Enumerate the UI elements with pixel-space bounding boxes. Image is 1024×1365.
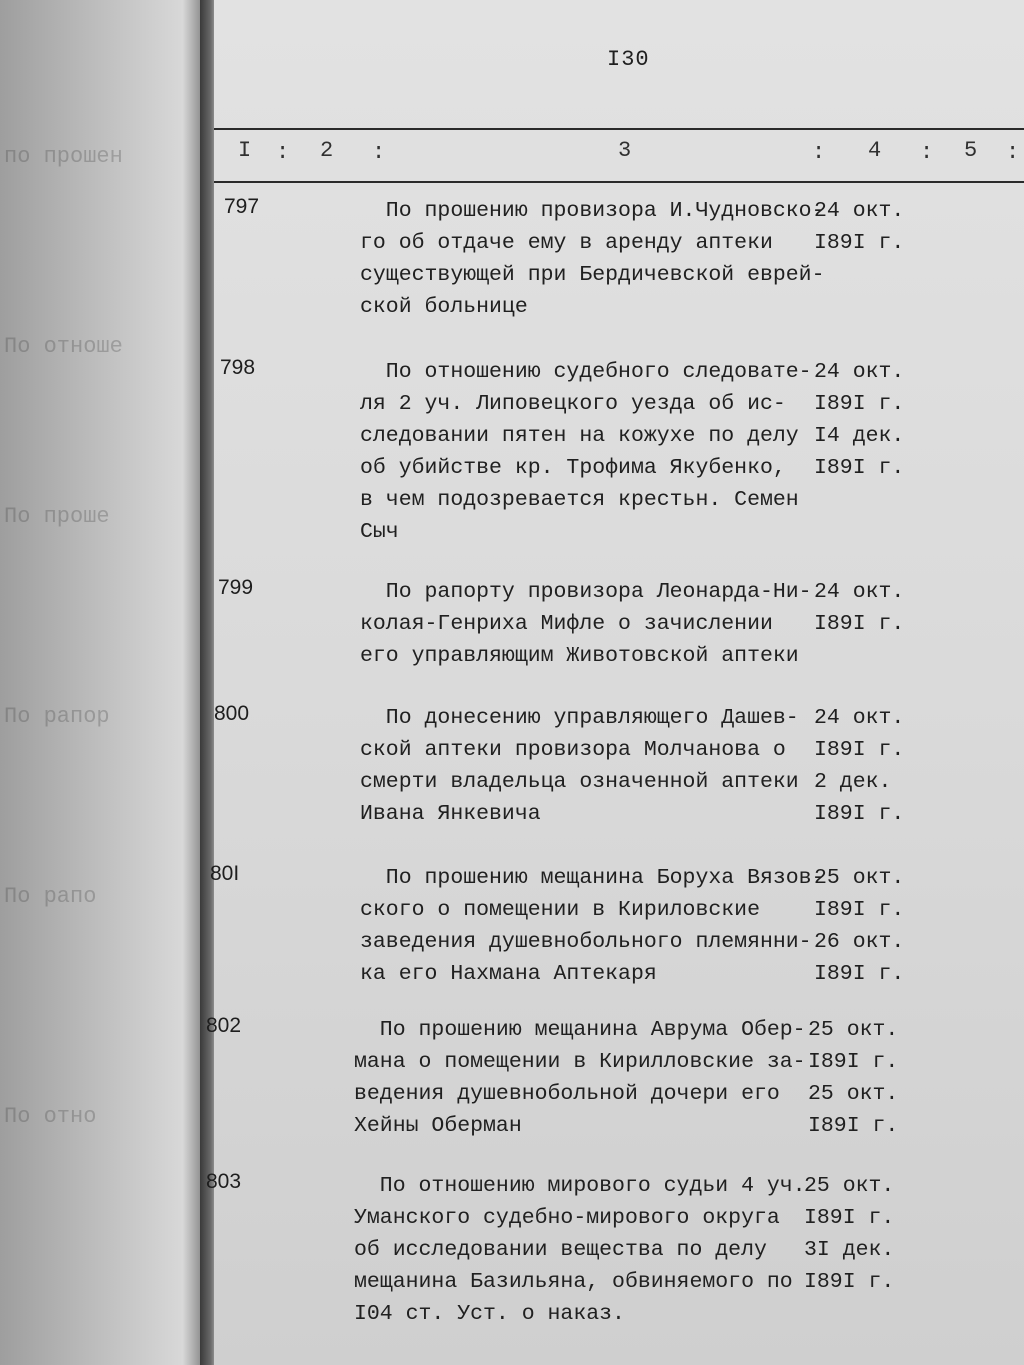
entry-number: 799 bbox=[218, 576, 254, 599]
entry-number: 802 bbox=[206, 1014, 242, 1037]
bleed-through-text: По отно bbox=[4, 1104, 97, 1129]
column-separator: : bbox=[276, 140, 290, 165]
header-rule-top bbox=[214, 128, 1024, 130]
entry-date: I89I г. bbox=[814, 738, 905, 762]
entry-date: 24 окт. bbox=[814, 360, 905, 384]
description-line: мещанина Базильяна, обвиняемого по bbox=[354, 1270, 793, 1294]
description-line: По прошению мещанина Аврума Обер- bbox=[354, 1018, 806, 1042]
column-separator: : bbox=[812, 140, 826, 165]
entry-date: 25 окт. bbox=[808, 1018, 899, 1042]
description-line: По отношению судебного следовате- bbox=[360, 360, 812, 384]
column-header-3: 3 bbox=[618, 138, 632, 163]
description-line: об убийстве кр. Трофима Якубенко, bbox=[360, 456, 786, 480]
entry-date: I89I г. bbox=[804, 1206, 895, 1230]
description-line: По прошению мещанина Боруха Вязов- bbox=[360, 866, 825, 890]
description-line: ка его Нахмана Аптекаря bbox=[360, 962, 657, 986]
description-line: ля 2 уч. Липовецкого уезда об ис- bbox=[360, 392, 786, 416]
bleed-through-text: По рапо bbox=[4, 884, 97, 909]
entry-number: 800 bbox=[214, 702, 250, 725]
entry-description bbox=[360, 576, 830, 672]
bleed-through-text: По рапор bbox=[4, 704, 110, 729]
column-header-5: 5 bbox=[964, 138, 978, 163]
entry-date: I89I г. bbox=[814, 962, 905, 986]
bleed-through-text: По отноше bbox=[4, 334, 123, 359]
description-line: в чем подозревается крестьн. Семен bbox=[360, 488, 799, 512]
description-line: об исследовании вещества по делу bbox=[354, 1238, 767, 1262]
header-rule-bottom bbox=[214, 181, 1024, 183]
description-line: мана о помещении в Кирилловские за- bbox=[354, 1050, 806, 1074]
description-line: Ивана Янкевича bbox=[360, 802, 541, 826]
description-line: его управляющим Животовской аптеки bbox=[360, 644, 799, 668]
facing-page bbox=[0, 0, 215, 1365]
entry-date: I89I г. bbox=[814, 456, 905, 480]
entry-number: 80I bbox=[210, 862, 240, 885]
entry-dates bbox=[814, 356, 910, 484]
description-line: ской больнице bbox=[360, 295, 528, 319]
entry-description bbox=[360, 195, 830, 323]
entry-dates bbox=[814, 576, 910, 640]
entry-date: 26 окт. bbox=[814, 930, 905, 954]
description-line: По донесению управляющего Дашев- bbox=[360, 706, 799, 730]
description-line: Уманского судебно-мирового округа bbox=[354, 1206, 780, 1230]
description-line: По прошению провизора И.Чудновско- bbox=[360, 199, 825, 223]
entry-number: 798 bbox=[220, 356, 256, 379]
entry-dates bbox=[814, 702, 910, 830]
column-header-1: I bbox=[238, 138, 252, 163]
column-separator: : bbox=[920, 140, 934, 165]
entry-date: I89I г. bbox=[808, 1114, 899, 1138]
description-line: колая-Генриха Мифле о зачислении bbox=[360, 612, 773, 636]
page-number: I30 bbox=[607, 47, 650, 72]
entry-date: 3I дек. bbox=[804, 1238, 895, 1262]
entry-date: 24 окт. bbox=[814, 580, 905, 604]
column-separator: : bbox=[372, 140, 386, 165]
entry-description bbox=[360, 702, 830, 830]
column-header-2: 2 bbox=[320, 138, 334, 163]
entry-dates bbox=[808, 1014, 904, 1142]
entry-date: I89I г. bbox=[814, 612, 905, 636]
description-line: го об отдаче ему в аренду аптеки bbox=[360, 231, 773, 255]
bleed-through-text: По проше bbox=[4, 504, 110, 529]
entry-dates bbox=[814, 195, 910, 259]
entry-description bbox=[360, 862, 830, 990]
entry-date: 25 окт. bbox=[808, 1082, 899, 1106]
description-line: существующей при Бердичевской еврей- bbox=[360, 263, 825, 287]
entry-description bbox=[354, 1170, 824, 1330]
entry-date: I89I г. bbox=[814, 898, 905, 922]
description-line: По отношению мирового судьи 4 уч. bbox=[354, 1174, 806, 1198]
entry-description bbox=[354, 1014, 824, 1142]
column-header-4: 4 bbox=[868, 138, 882, 163]
document-page bbox=[206, 0, 1024, 1365]
description-line: ведения душевнобольной дочери его bbox=[354, 1082, 780, 1106]
description-line: смерти владельца означенной аптеки bbox=[360, 770, 799, 794]
entry-date: I89I г. bbox=[808, 1050, 899, 1074]
bleed-through-text: по прошен bbox=[4, 144, 123, 169]
description-line: I04 ст. Уст. о наказ. bbox=[354, 1302, 625, 1326]
entry-description bbox=[360, 356, 830, 548]
entry-date: I89I г. bbox=[814, 231, 905, 255]
entry-date: 24 окт. bbox=[814, 199, 905, 223]
entry-date: 25 окт. bbox=[814, 866, 905, 890]
description-line: Сыч bbox=[360, 520, 399, 544]
entry-date: I4 дек. bbox=[814, 424, 905, 448]
entry-date: I89I г. bbox=[804, 1270, 895, 1294]
description-line: ской аптеки провизора Молчанова о bbox=[360, 738, 786, 762]
entry-date: I89I г. bbox=[814, 802, 905, 826]
description-line: По рапорту провизора Леонарда-Ни- bbox=[360, 580, 812, 604]
entry-dates bbox=[804, 1170, 900, 1298]
column-separator: : bbox=[1006, 140, 1020, 165]
entry-date: 25 окт. bbox=[804, 1174, 895, 1198]
entry-dates bbox=[814, 862, 910, 990]
entry-date: 24 окт. bbox=[814, 706, 905, 730]
entry-date: 2 дек. bbox=[814, 770, 892, 794]
description-line: следовании пятен на кожухе по делу bbox=[360, 424, 799, 448]
entry-number: 797 bbox=[224, 195, 260, 218]
description-line: ского о помещении в Кириловские bbox=[360, 898, 760, 922]
entry-date: I89I г. bbox=[814, 392, 905, 416]
description-line: заведения душевнобольного племянни- bbox=[360, 930, 812, 954]
description-line: Хейны Оберман bbox=[354, 1114, 522, 1138]
entry-number: 803 bbox=[206, 1170, 242, 1193]
